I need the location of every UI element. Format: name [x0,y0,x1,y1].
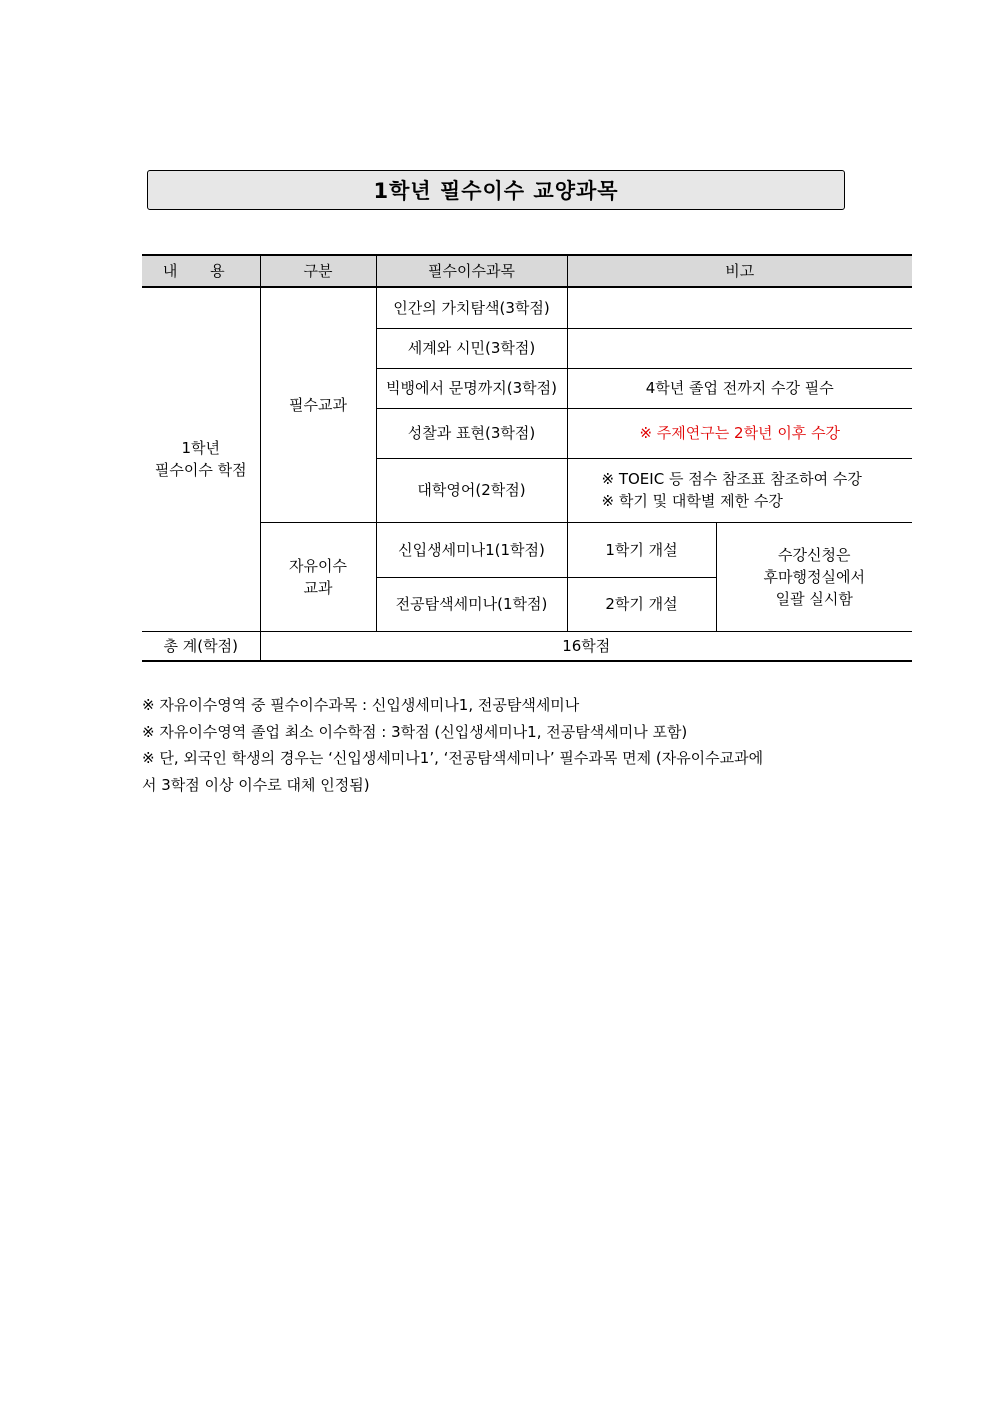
header-remarks: 비고 [567,255,912,287]
course-cell: 신입생세미나1(1학점) [376,522,567,577]
required-courses-table [142,254,912,662]
row-label-cell: 1학년 필수이수 학점 [142,287,260,631]
course-cell: 세계와 시민(3학점) [376,328,567,368]
note-cell [567,328,912,368]
footnote: ※ 자유이수영역 중 필수이수과목 : 신입생세미나1, 전공탐색세미나 [142,696,580,714]
footnote: 서 3학점 이상 이수로 대체 인정됨) [142,775,370,794]
course-cell: 전공탐색세미나(1학점) [376,577,567,631]
header-course: 필수이수과목 [376,255,567,287]
total-label: 총 계(학점) [142,631,260,661]
course-cell: 대학영어(2학점) [376,458,567,522]
footnotes [142,692,862,798]
page-title: 1학년 필수이수 교양과목 [147,170,845,210]
note-cell: 4학년 졸업 전까지 수강 필수 [567,368,912,408]
course-cell: 인간의 가치탐색(3학점) [376,287,567,328]
footnote: ※ 단, 외국인 학생의 경우는 ‘신입생세미나1’, ‘전공탐색세미나’ 필수과목 면제 (자유이수교과에 [142,749,764,767]
total-row [142,631,912,661]
header-category: 구분 [260,255,376,287]
note-cell-highlight: ※ 주제연구는 2학년 이후 수강 [567,408,912,458]
term-cell: 2학기 개설 [567,577,716,631]
note-cell [567,287,912,328]
group-elective-cell: 자유이수 교과 [260,522,376,631]
table-row [142,287,912,328]
group-required-cell: 필수교과 [260,287,376,522]
term-cell: 1학기 개설 [567,522,716,577]
shared-note-cell: 수강신청은 후마행정실에서 일괄 실시함 [716,522,912,631]
note-cell: ※ TOEIC 등 점수 참조표 참조하여 수강 ※ 학기 및 대학별 제한 수강 [567,458,912,522]
course-cell: 빅뱅에서 문명까지(3학점) [376,368,567,408]
table-header-row [142,255,912,287]
course-cell: 성찰과 표현(3학점) [376,408,567,458]
total-value: 16학점 [260,631,912,661]
header-content: 내 용 [142,255,260,287]
footnote: ※ 자유이수영역 졸업 최소 이수학점 : 3학점 (신입생세미나1, 전공탐색세미나 포함) [142,722,688,741]
